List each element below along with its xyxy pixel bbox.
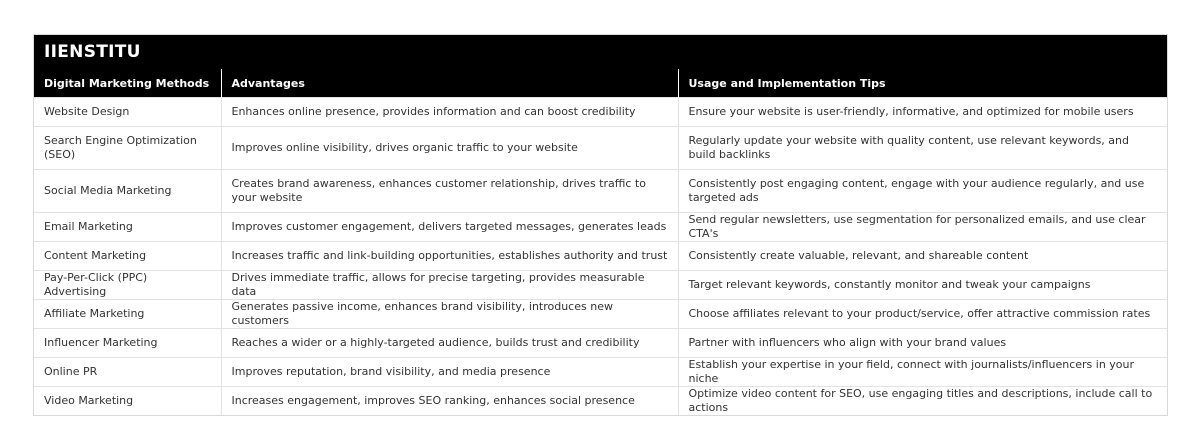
advantages-cell: Improves reputation, brand visibility, and media presence	[221, 358, 678, 387]
method-cell: Affiliate Marketing	[34, 300, 221, 329]
table-row	[34, 271, 1167, 300]
advantages-cell: Drives immediate traffic, allows for precise targeting, provides measurable data	[221, 271, 678, 300]
method-cell: Pay-Per-Click (PPC) Advertising	[34, 271, 221, 300]
tips-cell: Send regular newsletters, use segmentation for personalized emails, and use clear CTA's	[678, 213, 1167, 242]
table-row	[34, 387, 1167, 416]
table-row	[34, 213, 1167, 242]
table-header-row	[34, 69, 1167, 98]
tips-cell: Partner with influencers who align with your brand values	[678, 329, 1167, 358]
advantages-cell: Increases engagement, improves SEO ranking, enhances social presence	[221, 387, 678, 416]
column-header-advantages: Advantages	[221, 69, 678, 98]
marketing-table-container	[33, 34, 1168, 416]
table-row	[34, 358, 1167, 387]
method-cell: Website Design	[34, 98, 221, 127]
table-row	[34, 127, 1167, 170]
table-row	[34, 170, 1167, 213]
table-row	[34, 300, 1167, 329]
table-row	[34, 329, 1167, 358]
tips-cell: Consistently create valuable, relevant, and shareable content	[678, 242, 1167, 271]
method-cell: Search Engine Optimization (SEO)	[34, 127, 221, 170]
method-cell: Social Media Marketing	[34, 170, 221, 213]
advantages-cell: Creates brand awareness, enhances customer relationship, drives traffic to your website	[221, 170, 678, 213]
advantages-cell: Increases traffic and link-building opportunities, establishes authority and trust	[221, 242, 678, 271]
method-cell: Content Marketing	[34, 242, 221, 271]
advantages-cell: Improves online visibility, drives organic traffic to your website	[221, 127, 678, 170]
method-cell: Online PR	[34, 358, 221, 387]
advantages-cell: Reaches a wider or a highly-targeted audience, builds trust and credibility	[221, 329, 678, 358]
tips-cell: Regularly update your website with quality content, use relevant keywords, and build backlinks	[678, 127, 1167, 170]
method-cell: Influencer Marketing	[34, 329, 221, 358]
method-cell: Email Marketing	[34, 213, 221, 242]
advantages-cell: Enhances online presence, provides information and can boost credibility	[221, 98, 678, 127]
tips-cell: Establish your expertise in your field, connect with journalists/influencers in your niche	[678, 358, 1167, 387]
table-row	[34, 242, 1167, 271]
tips-cell: Consistently post engaging content, engage with your audience regularly, and use targeted ads	[678, 170, 1167, 213]
tips-cell: Target relevant keywords, constantly monitor and tweak your campaigns	[678, 271, 1167, 300]
method-cell: Video Marketing	[34, 387, 221, 416]
tips-cell: Ensure your website is user-friendly, informative, and optimized for mobile users	[678, 98, 1167, 127]
marketing-methods-table	[34, 69, 1167, 415]
brand-title: IIENSTITU	[34, 35, 1167, 69]
advantages-cell: Improves customer engagement, delivers targeted messages, generates leads	[221, 213, 678, 242]
tips-cell: Optimize video content for SEO, use engaging titles and descriptions, include call to actions	[678, 387, 1167, 416]
column-header-tips: Usage and Implementation Tips	[678, 69, 1167, 98]
advantages-cell: Generates passive income, enhances brand visibility, introduces new customers	[221, 300, 678, 329]
table-row	[34, 98, 1167, 127]
column-header-methods: Digital Marketing Methods	[34, 69, 221, 98]
tips-cell: Choose affiliates relevant to your product/service, offer attractive commission rates	[678, 300, 1167, 329]
